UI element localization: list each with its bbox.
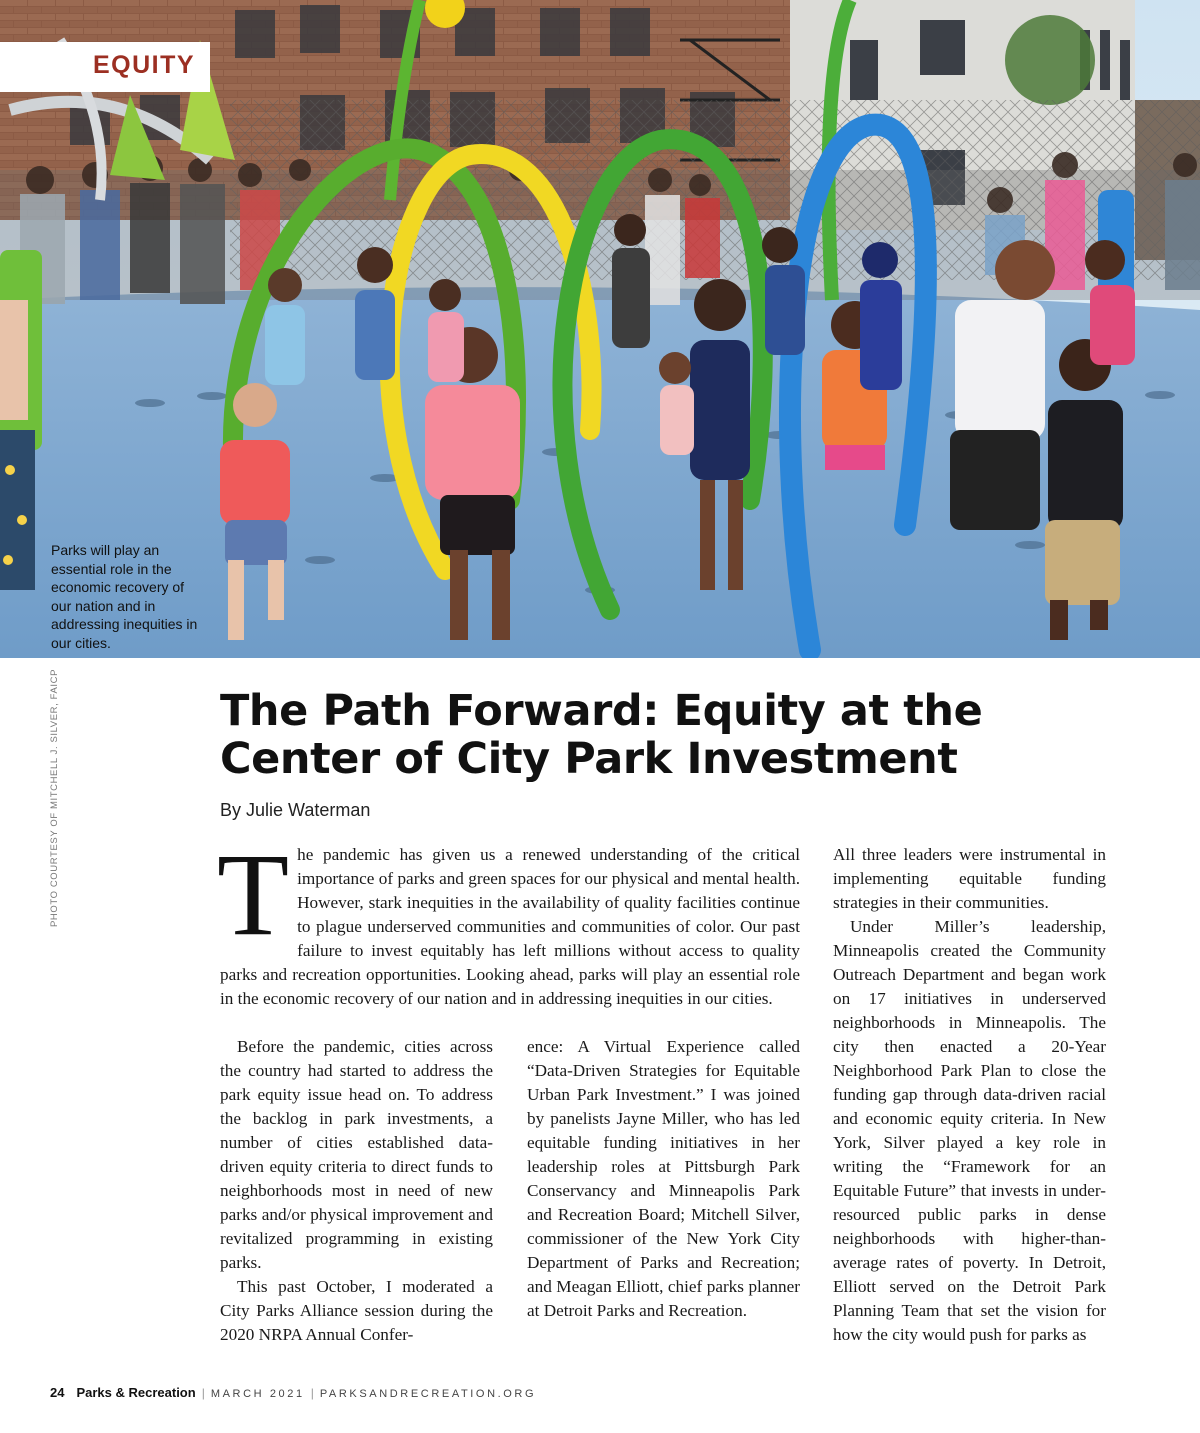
text-column-2	[527, 1035, 800, 1323]
issue-date: MARCH 2021	[210, 1388, 305, 1400]
photo-caption: Parks will play an essential role in the economic recovery of our nation and in addressing inequities in our cities.	[51, 542, 198, 651]
article-byline: By Julie Waterman	[220, 800, 371, 820]
text-column-1	[220, 1035, 493, 1347]
page-footer	[50, 1384, 536, 1402]
body-paragraph: Before the pandemic, cities across the country had started to address the park equity issue head on. To address the backlog in park investments, a number of cities established data-driven equity criteria to direct funds to neighborhoods most in need of new parks and/or physical improvement and revitalized programming in existing parks.	[220, 1037, 493, 1272]
article-title: The Path Forward: Equity at the Center of City Park Investment	[220, 686, 983, 784]
lead-paragraph	[217, 829, 800, 1011]
text-column-3	[833, 843, 1106, 1347]
magazine-name: Parks & Recreation	[76, 1385, 196, 1400]
footer-separator: |	[201, 1386, 205, 1400]
section-tag-label: EQUITY	[93, 51, 196, 79]
drop-cap: T	[217, 829, 290, 960]
page-number: 24	[50, 1385, 65, 1400]
footer-separator: |	[310, 1386, 314, 1400]
section-tag	[0, 42, 210, 92]
body-paragraph: All three leaders were instrumental in implementing equitable funding strategies in their communities.	[833, 845, 1106, 912]
body-paragraph: ence: A Virtual Experience called “Data-Driven Strategies for Equitable Urban Park Investment.” I was joined by panelists Jayne Miller, who has led equitable funding initiatives in her leadership roles at Pittsburgh Park Conservancy and Minneapolis Park and Recreation Board; Mitchell Silver, commissioner of the New York City Department of Parks and Recreation; and Meagan Elliott, chief parks planner at Detroit Parks and Recreation.	[527, 1037, 800, 1320]
hero-photo	[0, 0, 1200, 658]
website-url: PARKSANDRECREATION.ORG	[319, 1388, 537, 1400]
photo-credit: PHOTO COURTESY OF MITCHELL J. SILVER, FAICP	[49, 668, 60, 927]
lead-text: he pandemic has given us a renewed understanding of the critical importance of parks and green spaces for our physical and mental health. However, stark inequities in the availability of quality facilities continue to plague underserved communities and communities of color. Our past failure to invest equitably has left millions without access to quality parks and recreation opportunities. Looking ahead, parks will play an essential role in the economic recovery of our nation and in addressing inequities in our cities.	[220, 845, 800, 1008]
body-paragraph: This past October, I moderated a City Parks Alliance session during the 2020 NRPA Annual Confer-	[220, 1277, 493, 1344]
body-paragraph: Under Miller’s leadership, Minneapolis created the Community Outreach Department and began work on 17 initiatives in underserved neighborhoods in Minneapolis. The city then enacted a 20-Year Neighborhood Park Plan to close the funding gap through data-driven racial and economic equity criteria. In New York, Silver played a key role in writing the “Framework for an Equitable Future” that invests in under-resourced public parks in dense neighborhoods with higher-than-average rates of poverty. In Detroit, Elliott served on the Detroit Park Planning Team that set the vision for how the city would push for parks as	[833, 917, 1106, 1344]
